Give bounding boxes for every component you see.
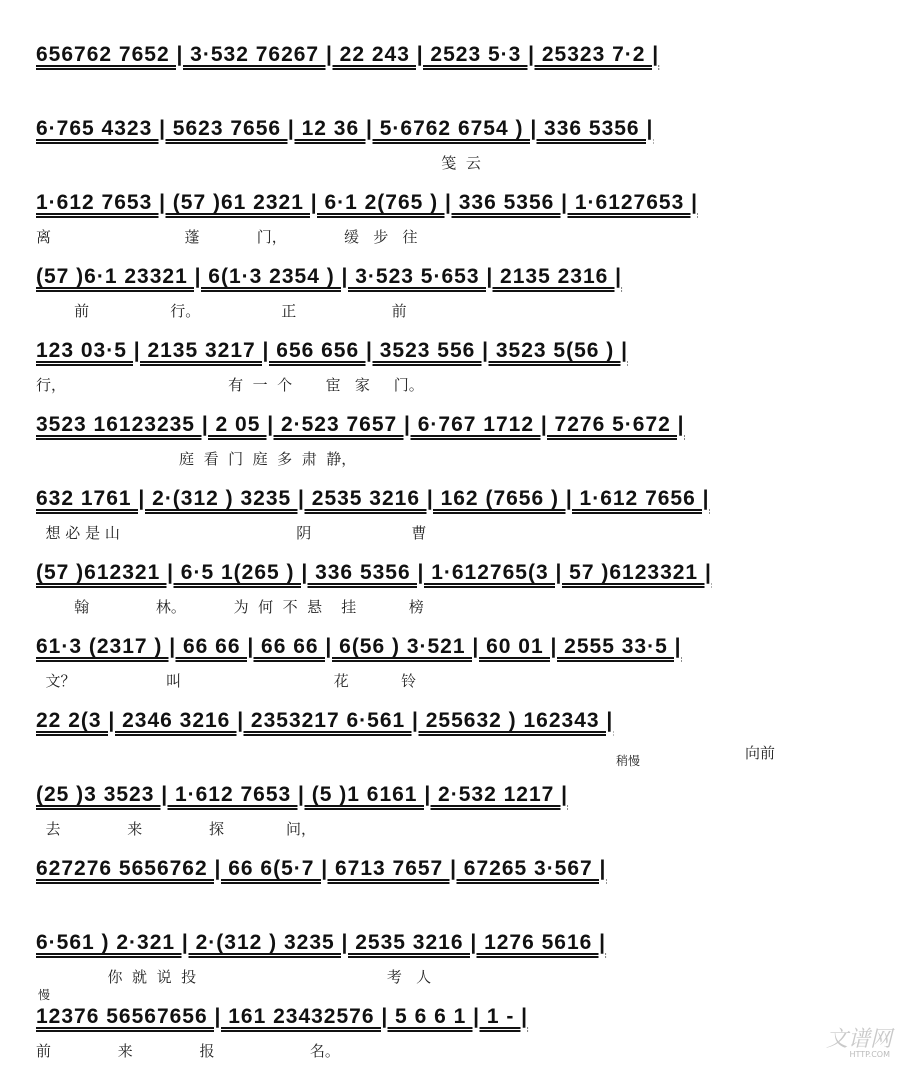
lyric-line: 离 蓬 门， 缓 步 往 (36, 228, 418, 246)
notation-line: 61·3 (2317 ) | 66 66 | 66 66 | 6(56 ) 3·521 | 60 01 | 2555 33·5 | (36, 635, 682, 658)
score-system (0, 634, 910, 708)
lyric-line: 文？ 叫 花 铃 (36, 672, 417, 690)
notation-line: 3523 16123235 | 2 05 | 2·523 7657 | 6·767 1712 | 7276 5·672 | (36, 413, 685, 436)
score-system (0, 1004, 910, 1078)
lyric-line: 翰 林。 为 何 不 悬 挂 榜 (36, 598, 424, 616)
notation-line: 632 1761 | 2·(312 ) 3235 | 2535 3216 | 162 (7656 ) | 1·612 7656 | (36, 487, 710, 510)
notation-line: 627276 5656762 | 66 6(5·7 | 6713 7657 | 67265 3·567 | (36, 857, 607, 880)
notation-line: 656762 7652 | 3·532 76267 | 22 243 | 2523 5·3 | 25323 7·2 | (36, 43, 660, 66)
notation-line: (57 )6·1 23321 | 6(1·3 2354 ) | 3·523 5·653 | 2135 2316 | (36, 265, 623, 288)
notation-line: 6·561 ) 2·321 | 2·(312 ) 3235 | 2535 3216 | 1276 5616 | (36, 931, 607, 954)
score-system (0, 560, 910, 634)
lyric-line: 你 就 说 投 考 人 (36, 968, 432, 986)
lyric-line: 行， 有 一 个 宦 家 门。 (36, 376, 424, 394)
lyric-line: 去 来 探 问， (36, 820, 317, 838)
score-system (0, 42, 910, 116)
tempo-marking-man: 慢 (38, 988, 51, 1002)
notation-line: 22 2(3 | 2346 3216 | 2353217 6·561 | 255632 ) 162343 | (36, 709, 614, 732)
notation-line: (25 )3 3523 | 1·612 7653 | (5 )1 6161 | 2·532 1217 | (36, 783, 569, 806)
notation-line: (57 )612321 | 6·5 1(265 ) | 336 5356 | 1·612765(3 | 57 )6123321 | (36, 561, 712, 584)
lyric-line: 前 来 报 名。 (36, 1042, 340, 1060)
watermark-logo: 文谱网 (825, 1027, 892, 1052)
notation-line: 123 03·5 | 2135 3217 | 656 656 | 3523 556 | 3523 5(56 ) | (36, 339, 628, 362)
watermark-url: HTTP.COM (849, 1050, 890, 1059)
lyric-line: 前 行。 正 前 (36, 302, 407, 320)
notation-line: 6·765 4323 | 5623 7656 | 12 36 | 5·6762 6754 ) | 336 5356 | (36, 117, 654, 140)
score-system (0, 930, 910, 1004)
lyric-xiang-qian: 向前 (745, 744, 776, 762)
score-system (0, 486, 910, 560)
lyric-line: 想 必 是 山 阴 曹 (36, 524, 427, 542)
score-system (0, 782, 910, 856)
lyric-line: 笺 云 (36, 154, 481, 172)
notation-line: 12376 56567656 | 161 23432576 | 5 6 6 1 | 1 - | (36, 1005, 529, 1028)
notation-line: 1·612 7653 | (57 )61 2321 | 6·1 2(765 ) | 336 5356 | 1·6127653 | (36, 191, 698, 214)
score-system (0, 856, 910, 930)
score-system (0, 412, 910, 486)
score-system (0, 264, 910, 338)
tempo-marking-shao-man: 稍慢 (616, 754, 641, 768)
lyric-line: 庭 看 门 庭 多 肃 静， (36, 450, 357, 468)
score-system (0, 190, 910, 264)
score-system (0, 116, 910, 190)
score-system (0, 338, 910, 412)
